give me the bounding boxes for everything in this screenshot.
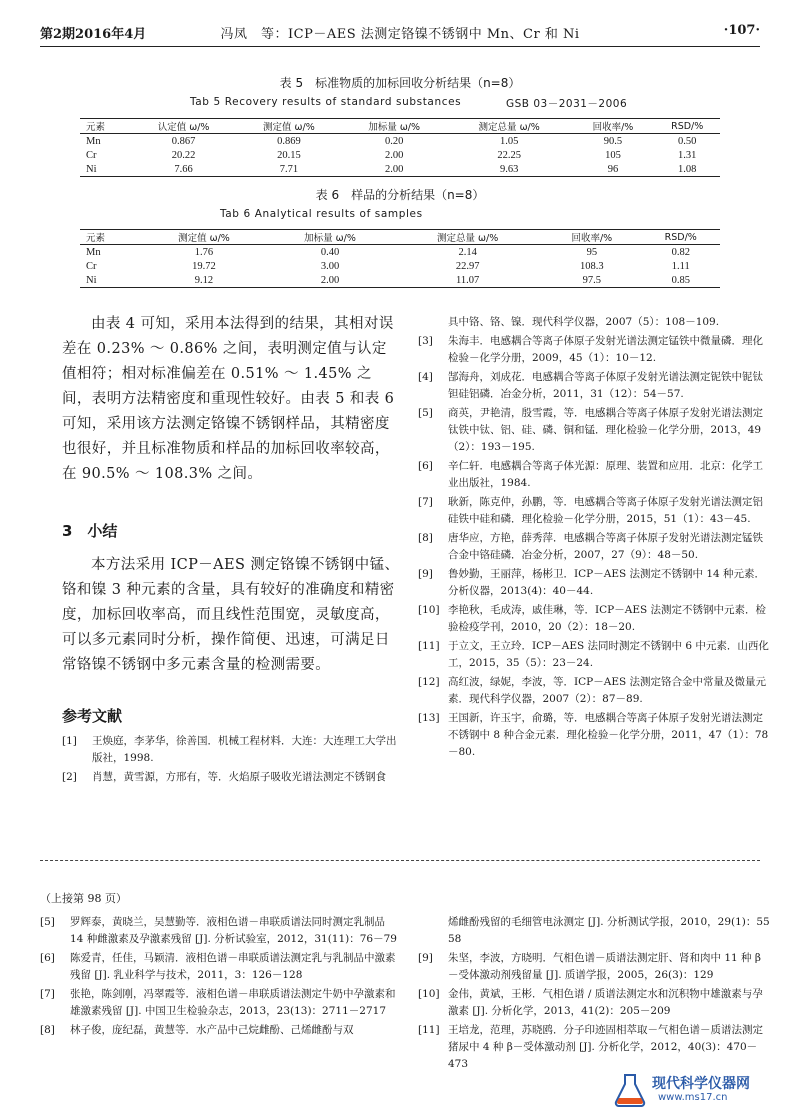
table5-caption-cn: 表 5 标准物质的加标回收分析结果（n=8） xyxy=(279,76,521,90)
table6-header-cell: 回收率/% xyxy=(542,230,641,245)
reference-text: 具中铬、铬、镍．现代科学仪器，2007（5）：108－109. xyxy=(448,316,720,328)
table6 xyxy=(80,229,720,288)
continued-refs-left xyxy=(40,914,400,1041)
reference-item xyxy=(40,914,400,948)
references-list-left xyxy=(62,733,400,788)
reference-number: [12] xyxy=(418,676,440,688)
reference-number: [13] xyxy=(418,712,440,724)
reference-text: 林子俊，庞纪磊，黄慧等．水产品中己烷雌酚、己烯雌酚与双 xyxy=(70,1024,354,1036)
reference-number: [10] xyxy=(418,604,440,616)
reference-item xyxy=(418,314,770,331)
reference-text: 高红波，绿妮，李波，等．ICP－AES 法测定铬合金中常量及微量元素．现代科学仪器，2007（2）：87－89. xyxy=(448,676,767,705)
reference-number: [5] xyxy=(418,407,433,419)
table-row xyxy=(80,259,720,273)
table5-header-cell: 回收率/% xyxy=(571,119,654,134)
section-title-summary: 3 小结 xyxy=(62,522,118,540)
reference-item xyxy=(418,494,770,528)
table-cell: 7.66 xyxy=(131,162,236,177)
table-cell: 90.5 xyxy=(603,135,623,147)
reference-item xyxy=(418,638,770,672)
table-cell: 0.85 xyxy=(642,273,721,288)
summary-block xyxy=(62,553,400,678)
table-row xyxy=(80,273,720,288)
table-cell: 1.08 xyxy=(654,162,720,177)
table6-header-cell: RSD/% xyxy=(642,230,721,245)
table-cell: 97.5 xyxy=(542,273,641,288)
table-cell: 108.3 xyxy=(580,260,604,272)
table-cell: Mn xyxy=(86,246,101,258)
header-rule xyxy=(40,46,760,47)
reference-text: 烯雌酚残留的毛细管电泳测定 [J]. 分析测试学报，2010，29(1)：55 58 xyxy=(448,916,781,945)
reference-text: 金伟，黄斌，王彬．气相色谱 / 质谱法测定水和沉积物中雄激素与孕激素 [J]. 分析化学，2013，41(2)：205－209 xyxy=(448,988,763,1017)
table-cell: 11.07 xyxy=(393,273,542,288)
page-number: ·107· xyxy=(723,23,760,38)
reference-text: 鲁妙勤，王丽萍，杨彬卫．ICP－AES 法测定不锈钢中 14 种元素．分析仪器，2013(4)：40－44. xyxy=(448,568,766,597)
reference-item xyxy=(418,530,770,564)
table6-caption-cn: 表 6 样品的分析结果（n=8） xyxy=(315,188,485,202)
reference-item xyxy=(418,566,770,600)
table-cell: 1.11 xyxy=(671,260,690,272)
table-cell: 3.00 xyxy=(320,260,340,272)
table5-header-cell: 加标量 ω/% xyxy=(342,119,447,134)
reference-item xyxy=(418,986,770,1020)
reference-number: [6] xyxy=(418,460,433,472)
reference-text: 张艳，陈剑刚，冯翠霞等．液相色谱－串联质谱法测定牛奶中孕激素和雄激素残留 [J]. 中国卫生检验杂志，2013，23(13)：2711－2717 xyxy=(70,988,396,1017)
reference-text: 陈爱青，任佳，马颖清．液相色谱－串联质谱法测定乳与乳制品中激素残留 [J]. 乳业科学与技术，2011，3：126－128 xyxy=(70,952,396,981)
reference-item xyxy=(418,405,770,456)
reference-text: 王国新，许玉宇，俞璐，等．电感耦合等离子体原子发射光谱法测定不锈钢中 8 种合金元素．理化检验－化学分册，2011，47（1）：78－80. xyxy=(448,712,769,758)
table6-header-cell: 加标量 ω/% xyxy=(267,230,393,245)
table5-header-row xyxy=(80,119,720,134)
references-title: 参考文献 xyxy=(62,707,123,725)
reference-number: [5] xyxy=(40,916,55,928)
table-cell: 22.97 xyxy=(455,260,480,272)
references-list-right xyxy=(418,314,770,763)
section-separator xyxy=(40,860,760,861)
reference-text: 辛仁轩．电感耦合等离子体光源：原理、装置和应用．北京：化学工业出版社，1984. xyxy=(448,460,763,489)
watermark-text: 现代科学仪器网 xyxy=(652,1076,750,1092)
reference-text: 李艳秋，毛成涛，戚佳琳，等．ICP－AES 法测定不锈钢中元素．检验检疫学刊，2010，20（2）：18－20. xyxy=(448,604,767,633)
table5-standard-code: GSB 03－2031－2006 xyxy=(506,98,628,110)
table-cell: 1.05 xyxy=(499,135,519,147)
reference-item xyxy=(418,333,770,367)
table-cell: Cr xyxy=(86,260,97,272)
reference-item xyxy=(418,1022,770,1073)
table-cell: 0.20 xyxy=(384,135,404,147)
table5-header-cell: 测定值 ω/% xyxy=(236,119,341,134)
reference-item xyxy=(418,602,770,636)
table-cell: 0.869 xyxy=(277,135,301,147)
table-cell: 2.00 xyxy=(342,162,447,177)
table-cell: 2.00 xyxy=(267,273,393,288)
reference-item xyxy=(418,950,770,984)
table-cell: 9.63 xyxy=(447,162,572,177)
running-title: 冯凤 等：ICP－AES 法测定铬镍不锈钢中 Mn、Cr 和 Ni xyxy=(220,27,580,42)
table6-header-cell: 测定总量 ω/% xyxy=(393,230,542,245)
running-header xyxy=(40,20,760,44)
reference-number: [1] xyxy=(62,735,77,747)
reference-text: 王焕庭，李茅华，徐善国．机械工程材料．大连：大连理工大学出版社，1998. xyxy=(92,735,397,764)
reference-text: 郜海舟，刘成花．电感耦合等离子体原子发射光谱法测定铌铁中铌钛钽硅铝磷．冶金分析，2011，31（12）：54－57. xyxy=(448,371,763,400)
reference-text: 朱海丰．电感耦合等离子体原子发射光谱法测定锰铁中微量磷．理化检验－化学分册，2009，45（1）：10－12. xyxy=(448,335,763,364)
table-cell: 0.50 xyxy=(678,135,697,147)
table-cell: 2.14 xyxy=(458,246,477,258)
table-cell: 0.867 xyxy=(171,135,196,147)
reference-item xyxy=(40,1022,400,1039)
table5 xyxy=(80,118,720,177)
table-cell: 2.00 xyxy=(384,149,404,161)
continued-label: （上接第 98 页） xyxy=(40,892,127,905)
site-watermark xyxy=(612,1070,792,1110)
table-cell: 105 xyxy=(605,149,621,161)
table5-header-cell: 元素 xyxy=(80,119,131,134)
table6-header-cell: 测定值 ω/% xyxy=(141,230,267,245)
watermark-url: www.ms17.cn xyxy=(658,1092,728,1103)
reference-item xyxy=(62,733,400,767)
reference-number: [8] xyxy=(418,532,433,544)
table-cell: Mn xyxy=(86,135,101,147)
reference-item xyxy=(418,458,770,492)
table-cell: 19.72 xyxy=(192,260,216,272)
reference-number: [11] xyxy=(418,640,440,652)
reference-item xyxy=(40,986,400,1020)
reference-number: [11] xyxy=(418,1024,440,1036)
table-cell: 95 xyxy=(586,246,598,258)
table-cell: 0.40 xyxy=(320,246,340,258)
reference-number: [10] xyxy=(418,988,440,1000)
issue-label: 第2期2016年4月 xyxy=(40,27,147,42)
table-cell: 22.25 xyxy=(497,149,521,161)
table6-header-row xyxy=(80,230,720,245)
reference-item xyxy=(418,710,770,761)
reference-item xyxy=(40,950,400,984)
reference-text: 于立文，王立玲．ICP－AES 法同时测定不锈钢中 6 中元素．山西化工，2015，35（5）：23－24. xyxy=(448,640,769,669)
reference-number: [7] xyxy=(40,988,55,1000)
table6-body xyxy=(80,245,720,288)
table6-header-cell: 元素 xyxy=(80,230,141,245)
table-row xyxy=(80,245,720,260)
reference-text: 肖慧，黄雪源，方邢有，等．火焰原子吸收光谱法测定不锈钢食 xyxy=(92,771,386,783)
table-cell: Cr xyxy=(86,149,97,161)
reference-item xyxy=(418,674,770,708)
reference-text: 朱坚，李波，方晓明．气相色谱－质谱法测定肝、肾和肉中 11 种 β－受体激动剂残留量 [J]. 质谱学报，2005，26(3)：129 xyxy=(448,952,761,981)
table5-header-cell: RSD/% xyxy=(654,119,720,134)
table5-header-cell: 认定值 ω/% xyxy=(131,119,236,134)
reference-text: 耿新，陈克仲，孙鹏，等．电感耦合等离子体原子发射光谱法测定铝硅铁中硅和磷．理化检验－化学分册，2015，51（1）：43－45. xyxy=(448,496,763,525)
reference-item xyxy=(418,914,781,948)
table5-caption-en: Tab 5 Recovery results of standard substances xyxy=(190,96,462,108)
table-cell: 9.12 xyxy=(141,273,267,288)
table-cell: 20.15 xyxy=(277,149,301,161)
table5-header-cell: 测定总量 ω/% xyxy=(447,119,572,134)
continued-refs-right xyxy=(418,914,781,1075)
table-cell: 1.76 xyxy=(194,246,214,258)
reference-text: 罗辉泰，黄晓兰，吴慧勤等．液相色谱－串联质谱法同时测定乳制品 14 种雌激素及孕激素残留 [J]. 分析试验室，2012，31(11)：76－79 xyxy=(70,916,397,945)
left-column xyxy=(62,312,400,487)
table6-caption-en: Tab 6 Analytical results of samples xyxy=(220,208,423,220)
reference-number: [9] xyxy=(418,952,433,964)
table-cell: 20.22 xyxy=(171,149,196,161)
table-cell: 96 xyxy=(571,162,654,177)
reference-number: [6] xyxy=(40,952,55,964)
table-cell: 1.31 xyxy=(678,149,697,161)
reference-item xyxy=(418,369,770,403)
table-row xyxy=(80,162,720,177)
table-row xyxy=(80,134,720,149)
table-cell: 0.82 xyxy=(671,246,690,258)
table-cell: Ni xyxy=(80,162,131,177)
flask-logo-icon xyxy=(612,1072,648,1108)
reference-text: 唐华应，方艳，薛秀萍．电感耦合等离子体原子发射光谱法测定锰铁合金中铬硅磷．冶金分析，2007，27（9）：48－50. xyxy=(448,532,763,561)
reference-number: [3] xyxy=(418,335,433,347)
reference-text: 商英，尹艳清，殷雪霞，等．电感耦合等离子体原子发射光谱法测定钛铁中钛、铝、硅、磷、铜和锰．理化检验－化学分册，2013，49（2）：193－195. xyxy=(448,407,763,453)
table-cell: Ni xyxy=(80,273,141,288)
results-paragraph: 由表 4 可知，采用本法得到的结果，其相对误差在 0.23% ～ 0.86% 之间，表明测定值与认定值相符；相对标准偏差在 0.51% ～ 1.45% 之间，表明方法精密度和重现性较好。由表 5 和表 6 可知，采用该方法测定铬镍不锈钢样品，其精密度也很好，并且标准物质和样品的加标回收率较高，在 90.5% ～ 108.3% 之间。 xyxy=(62,316,395,482)
reference-number: [4] xyxy=(418,371,433,383)
table5-body xyxy=(80,134,720,177)
reference-number: [2] xyxy=(62,771,77,783)
table-row xyxy=(80,148,720,162)
reference-number: [8] xyxy=(40,1024,55,1036)
summary-paragraph: 本方法采用 ICP－AES 测定铬镍不锈钢中锰、铬和镍 3 种元素的含量，具有较好的准确度和精密度，加标回收率高，而且线性范围宽，灵敏度高，可以多元素同时分析，操作简便、迅速，可满足日常铬镍不锈钢中多元素含量的检测需要。 xyxy=(62,557,400,673)
reference-number: [9] xyxy=(418,568,433,580)
reference-item xyxy=(62,769,400,786)
table-cell: 7.71 xyxy=(236,162,341,177)
reference-text: 王培龙，范理，苏晓鸥．分子印迹固相萃取－气相色谱－质谱法测定猪尿中 4 种 β－受体激动剂 [J]. 分析化学，2012，40(3)：470－473 xyxy=(448,1024,763,1070)
reference-number: [7] xyxy=(418,496,433,508)
